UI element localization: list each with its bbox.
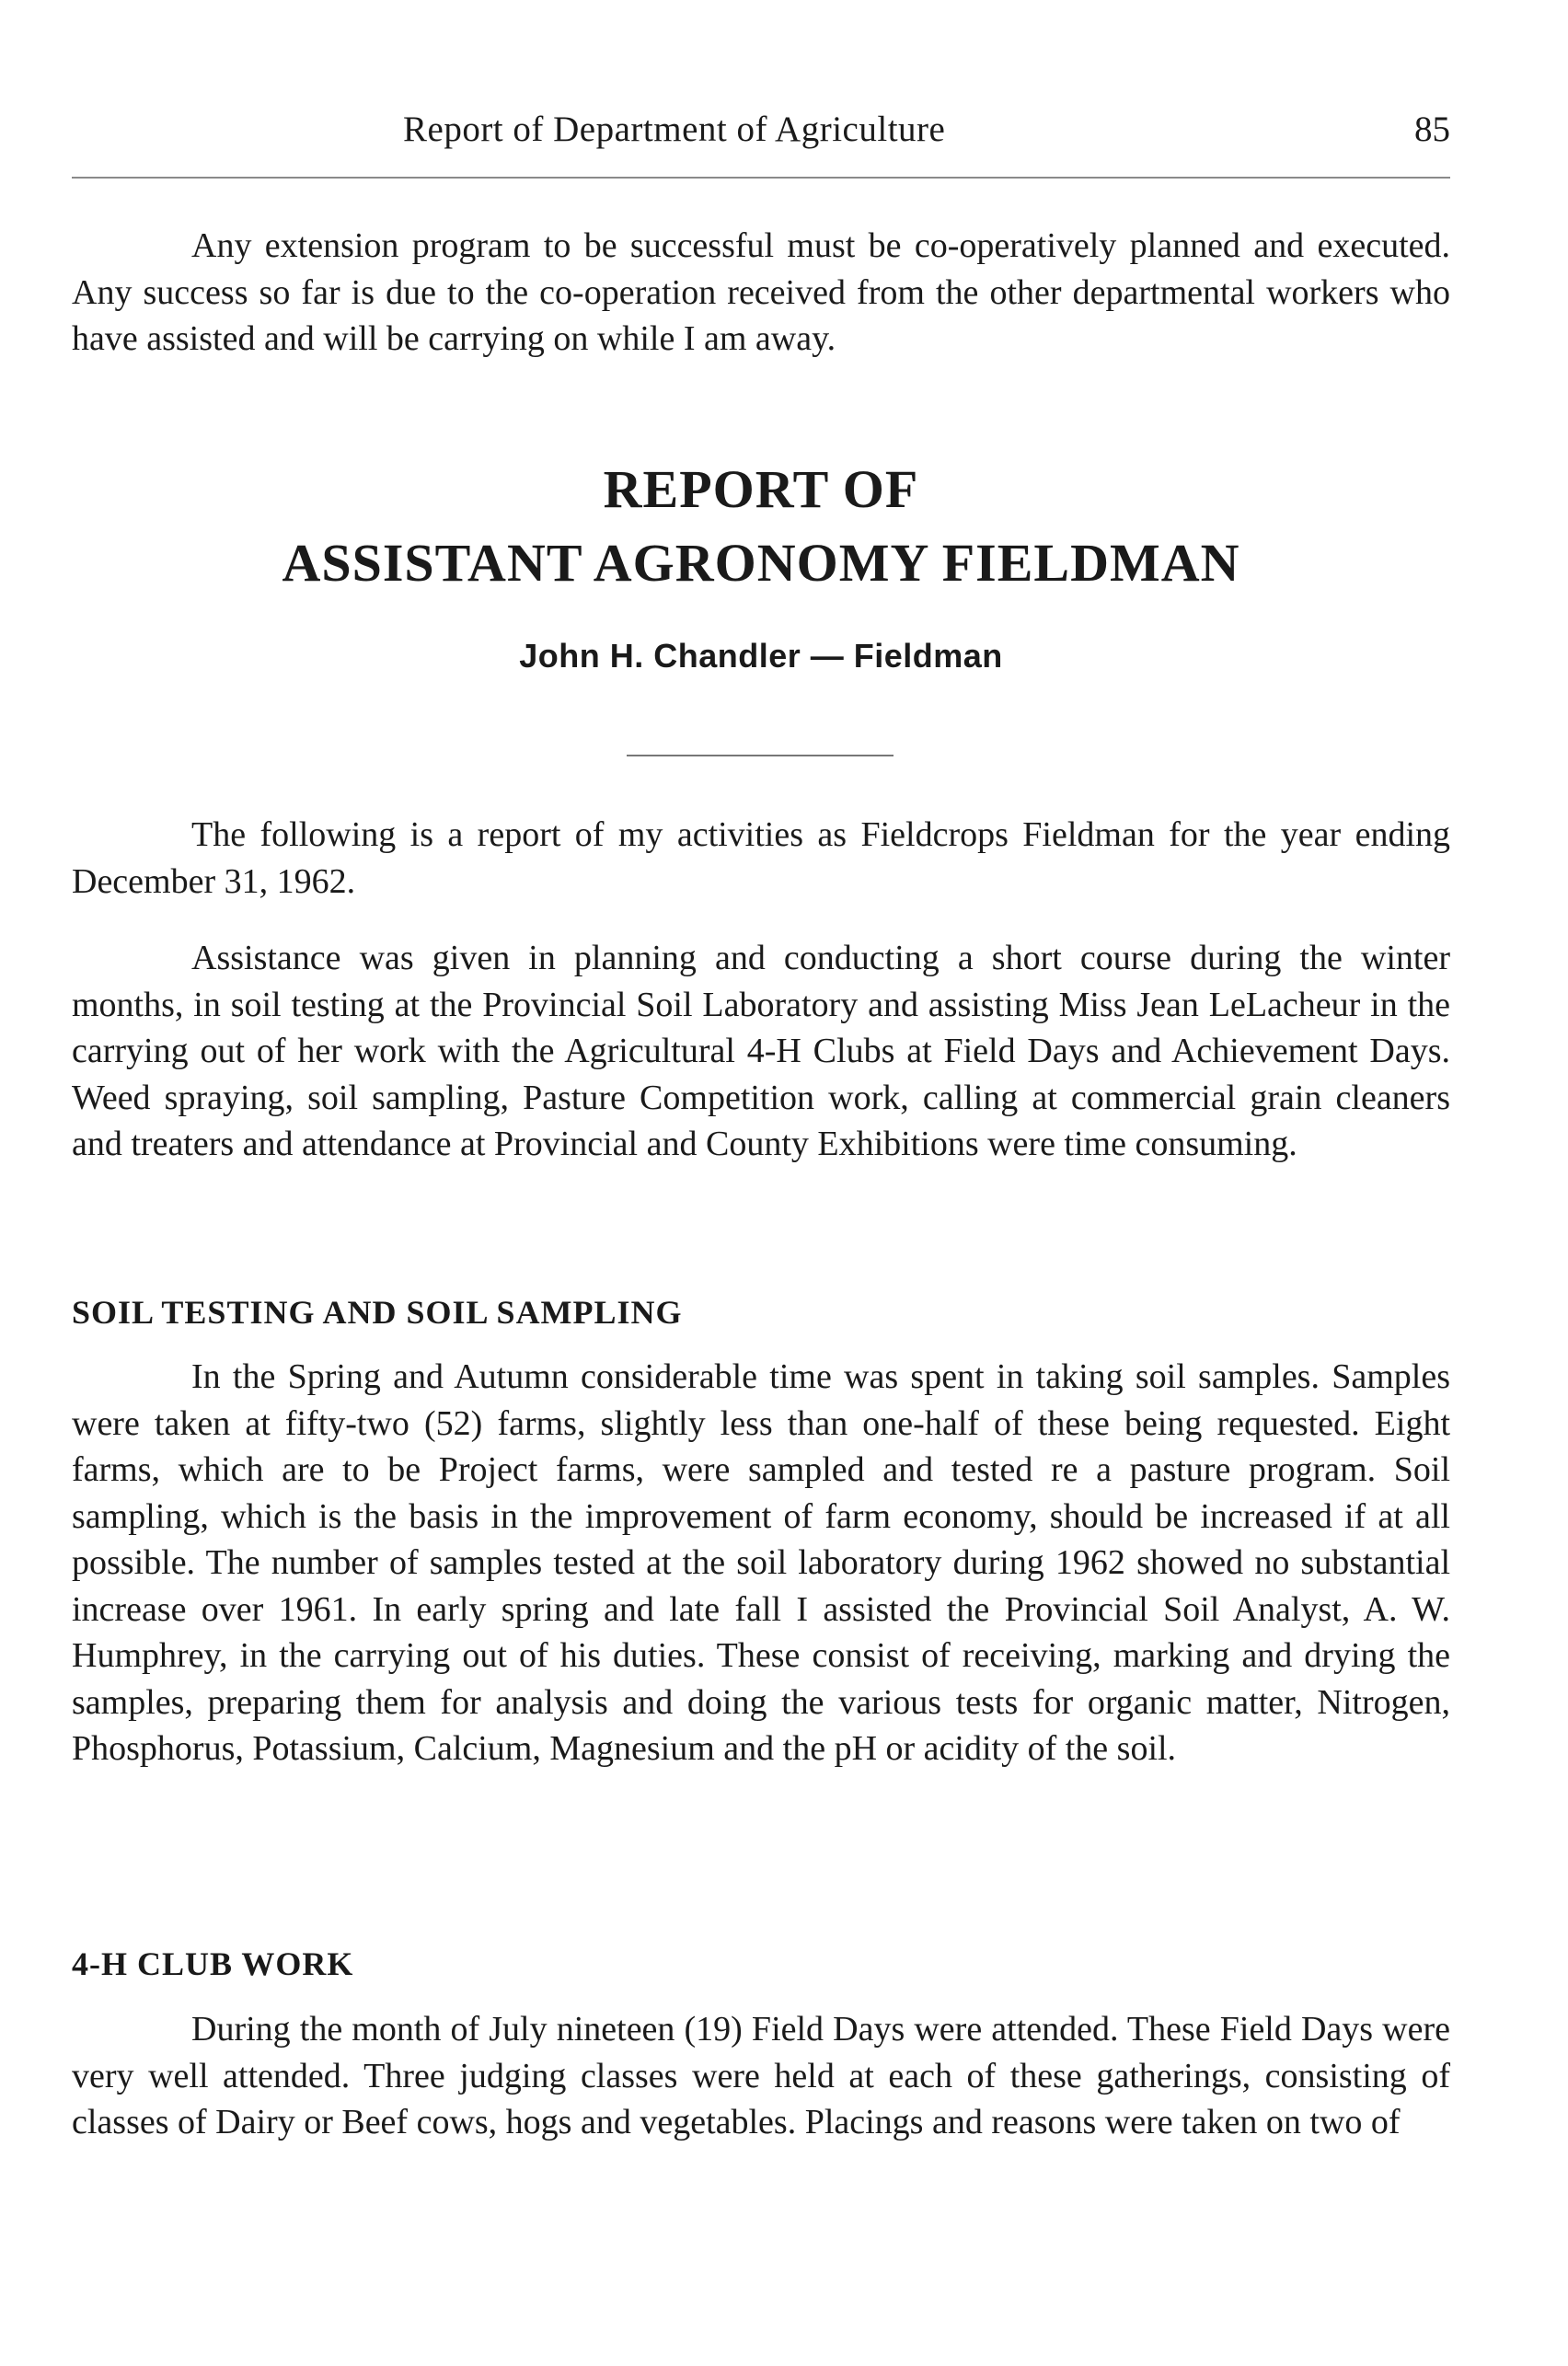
running-header — [72, 109, 1450, 164]
section-paragraph-4h-club-work: During the month of July nineteen (19) Field Days were attended. These Field Days were very well attended. Three judging classes were held at each of these gatherings, consisting of classes of Dairy or Beef cows, hogs and vegetables. Placings and reasons were taken on two of — [72, 2010, 1450, 2141]
title-divider — [627, 755, 894, 756]
report-title-line-2: ASSISTANT AGRONOMY FIELDMAN — [282, 533, 1240, 593]
page-number: 85 — [1414, 110, 1450, 149]
document-page — [72, 0, 1450, 2366]
running-title: Report of Department of Agriculture — [403, 110, 946, 149]
section-paragraph-soil-testing: In the Spring and Autumn considerable time was spent in taking soil samples. Samples were taken at fifty-two (52) farms, slightly less than one-half of these being requested. Eight farms, which are to be Project farms, were sampled and tested re a pasture program. Soil sampling, which is the basis in the improvement of farm economy, should be increased if at all possible. The number of samples tested at the soil laboratory during 1962 showed no substantial increase over 1961. In early spring and late fall I assisted the Provincial Soil Analyst, A. W. Humphrey, in the carrying out of his duties. These consist of receiving, marking and drying the samples, preparing them for analysis and doing the various tests for organic matter, Nitrogen, Phosphorus, Potassium, Calcium, Magnesium and the pH or acidity of the soil. — [72, 1357, 1450, 1768]
header-rule — [72, 177, 1450, 179]
report-title-line-1: REPORT OF — [603, 459, 919, 519]
report-paragraph-1: The following is a report of my activities as Fieldcrops Fieldman for the year ending December 31, 1962. — [72, 815, 1450, 901]
section-heading-soil-testing: SOIL TESTING AND SOIL SAMPLING — [72, 1294, 683, 1331]
intro-paragraph: Any extension program to be successful must be co-operatively planned and executed. Any success so far is due to the co-operation received from the other departmental workers who have assisted and will be carrying on while I am away. — [72, 226, 1450, 358]
report-paragraph-2: Assistance was given in planning and conducting a short course during the winter months, in soil testing at the Provincial Soil Laboratory and assisting Miss Jean LeLacheur in the carrying out of her work with the Agricultural 4-H Clubs at Field Days and Achievement Days. Weed spraying, soil sampling, Pasture Competition work, calling at commercial grain cleaners and treaters and attendance at Provincial and County Exhibitions were time consuming. — [72, 939, 1450, 1163]
section-heading-4h-club-work: 4-H CLUB WORK — [72, 1945, 354, 1982]
report-author: John H. Chandler — Fieldman — [519, 637, 1003, 675]
